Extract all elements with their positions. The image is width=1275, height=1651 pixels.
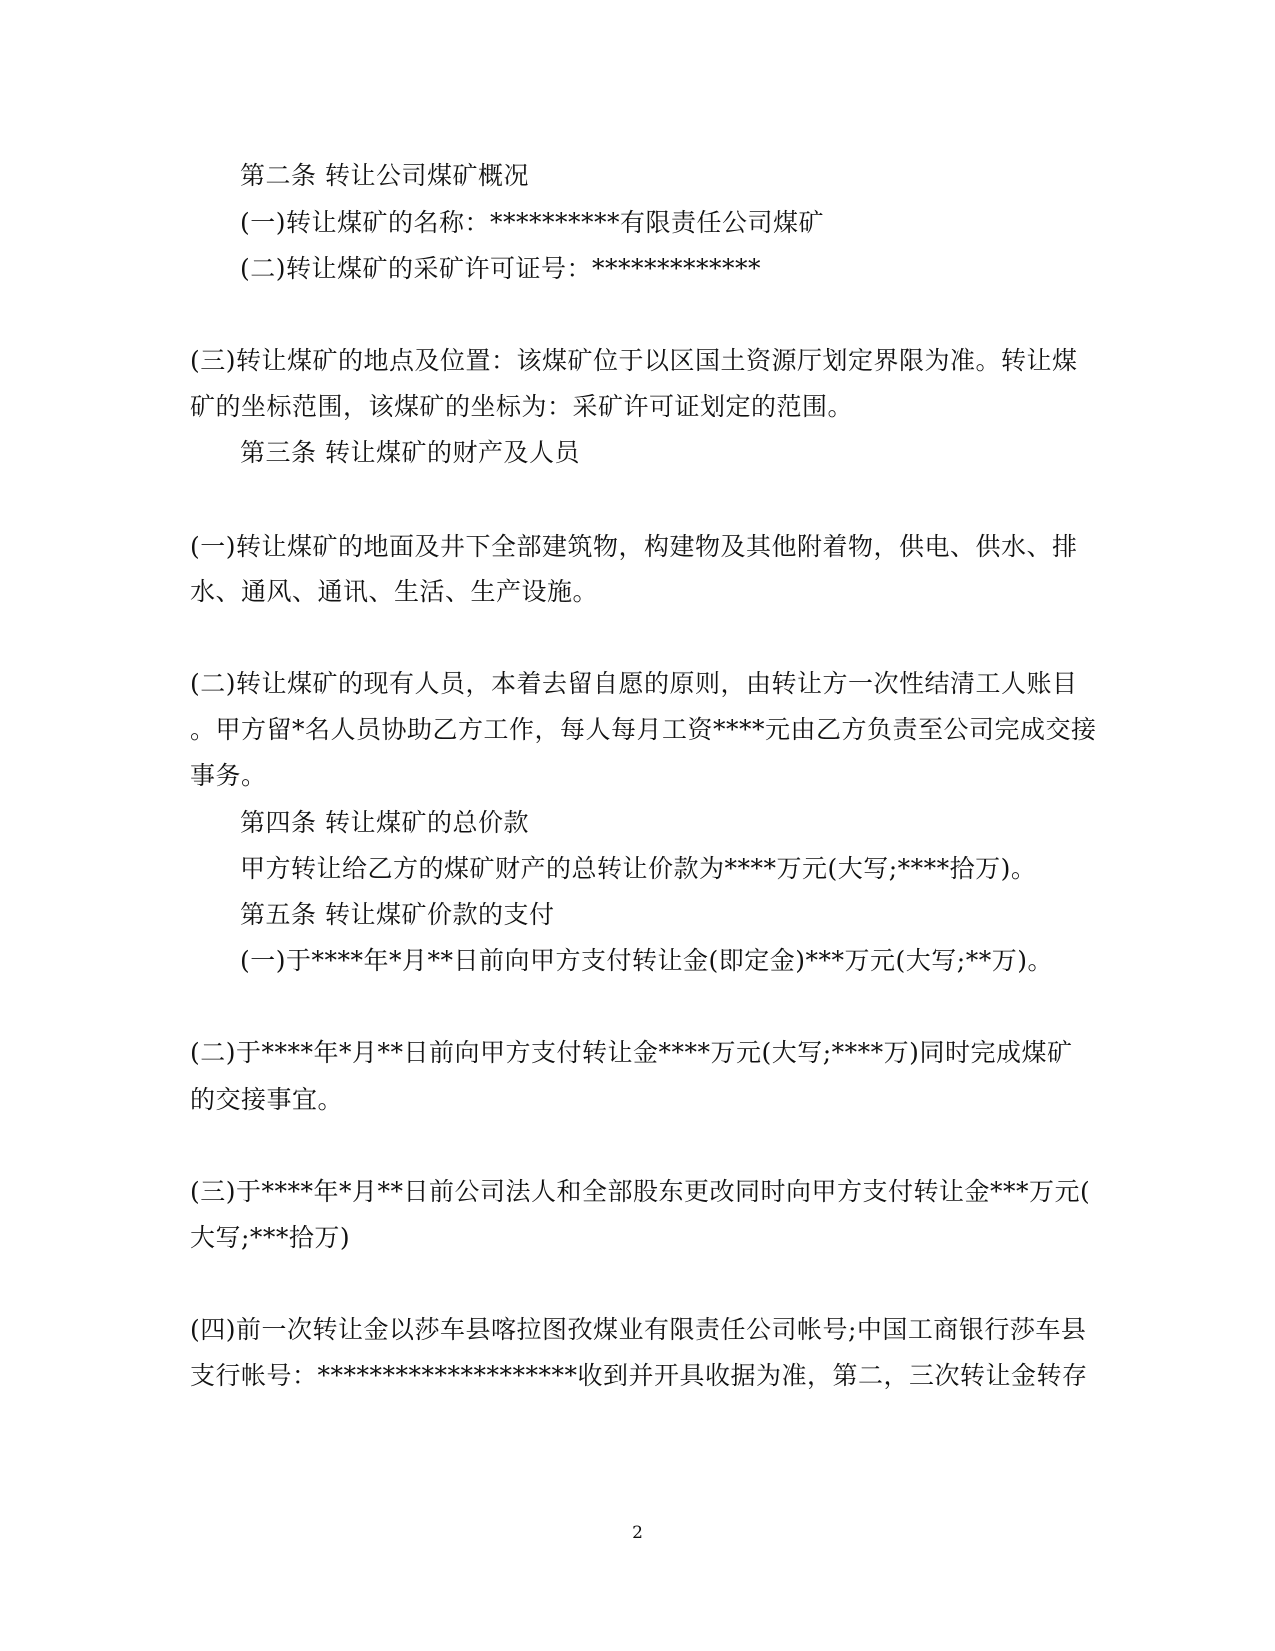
article-3-item-2-line-1: (二)转让煤矿的现有人员，本着去留自愿的原则，由转让方一次性结清工人账目 [190, 669, 1078, 698]
article-5-item-4-line-2: 支行帐号：********************收到并开具收据为准，第二，三次转让金转存 [190, 1361, 1088, 1390]
article-2-item-3-line-2: 矿的坐标范围，该煤矿的坐标为：采矿许可证划定的范围。 [190, 392, 854, 421]
article-5-item-4-line-1: (四)前一次转让金以莎车县喀拉图孜煤业有限责任公司帐号;中国工商银行莎车县 [190, 1315, 1087, 1344]
article-5-item-3-line-2: 大写;***拾万) [190, 1223, 351, 1252]
article-5-item-2-line-1: (二)于****年*月**日前向甲方支付转让金****万元(大写;****万)同时完成煤矿 [190, 1038, 1073, 1067]
article-3-item-1-line-1: (一)转让煤矿的地面及井下全部建筑物，构建物及其他附着物，供电、供水、排 [190, 532, 1078, 561]
article-4-heading: 第四条 转让煤矿的总价款 [240, 808, 529, 837]
article-2-item-3-line-1: (三)转让煤矿的地点及位置：该煤矿位于以区国土资源厅划定界限为准。转让煤 [190, 346, 1078, 375]
article-5-item-1: (一)于****年*月**日前向甲方支付转让金(即定金)***万元(大写;**万)。 [240, 946, 1053, 975]
article-2-item-2: (二)转让煤矿的采矿许可证号：************* [240, 254, 762, 283]
article-5-item-3-line-1: (三)于****年*月**日前公司法人和全部股东更改同时向甲方支付转让金***万元( [190, 1177, 1091, 1206]
article-3-heading: 第三条 转让煤矿的财产及人员 [240, 438, 580, 467]
article-3-item-1-line-2: 水、通风、通讯、生活、生产设施。 [190, 577, 599, 606]
article-2-heading: 第二条 转让公司煤矿概况 [240, 161, 529, 190]
article-2-item-1: (一)转让煤矿的名称：**********有限责任公司煤矿 [240, 208, 825, 237]
article-5-item-2-line-2: 的交接事宜。 [190, 1085, 344, 1114]
page-number: 2 [632, 1523, 643, 1543]
article-3-item-2-line-3: 事务。 [190, 761, 267, 790]
article-5-heading: 第五条 转让煤矿价款的支付 [240, 900, 555, 929]
article-3-item-2-line-2: 。甲方留*名人员协助乙方工作，每人每月工资****元由乙方负责至公司完成交接 [190, 715, 1097, 744]
article-4-body: 甲方转让给乙方的煤矿财产的总转让价款为****万元(大写;****拾万)。 [240, 854, 1037, 883]
